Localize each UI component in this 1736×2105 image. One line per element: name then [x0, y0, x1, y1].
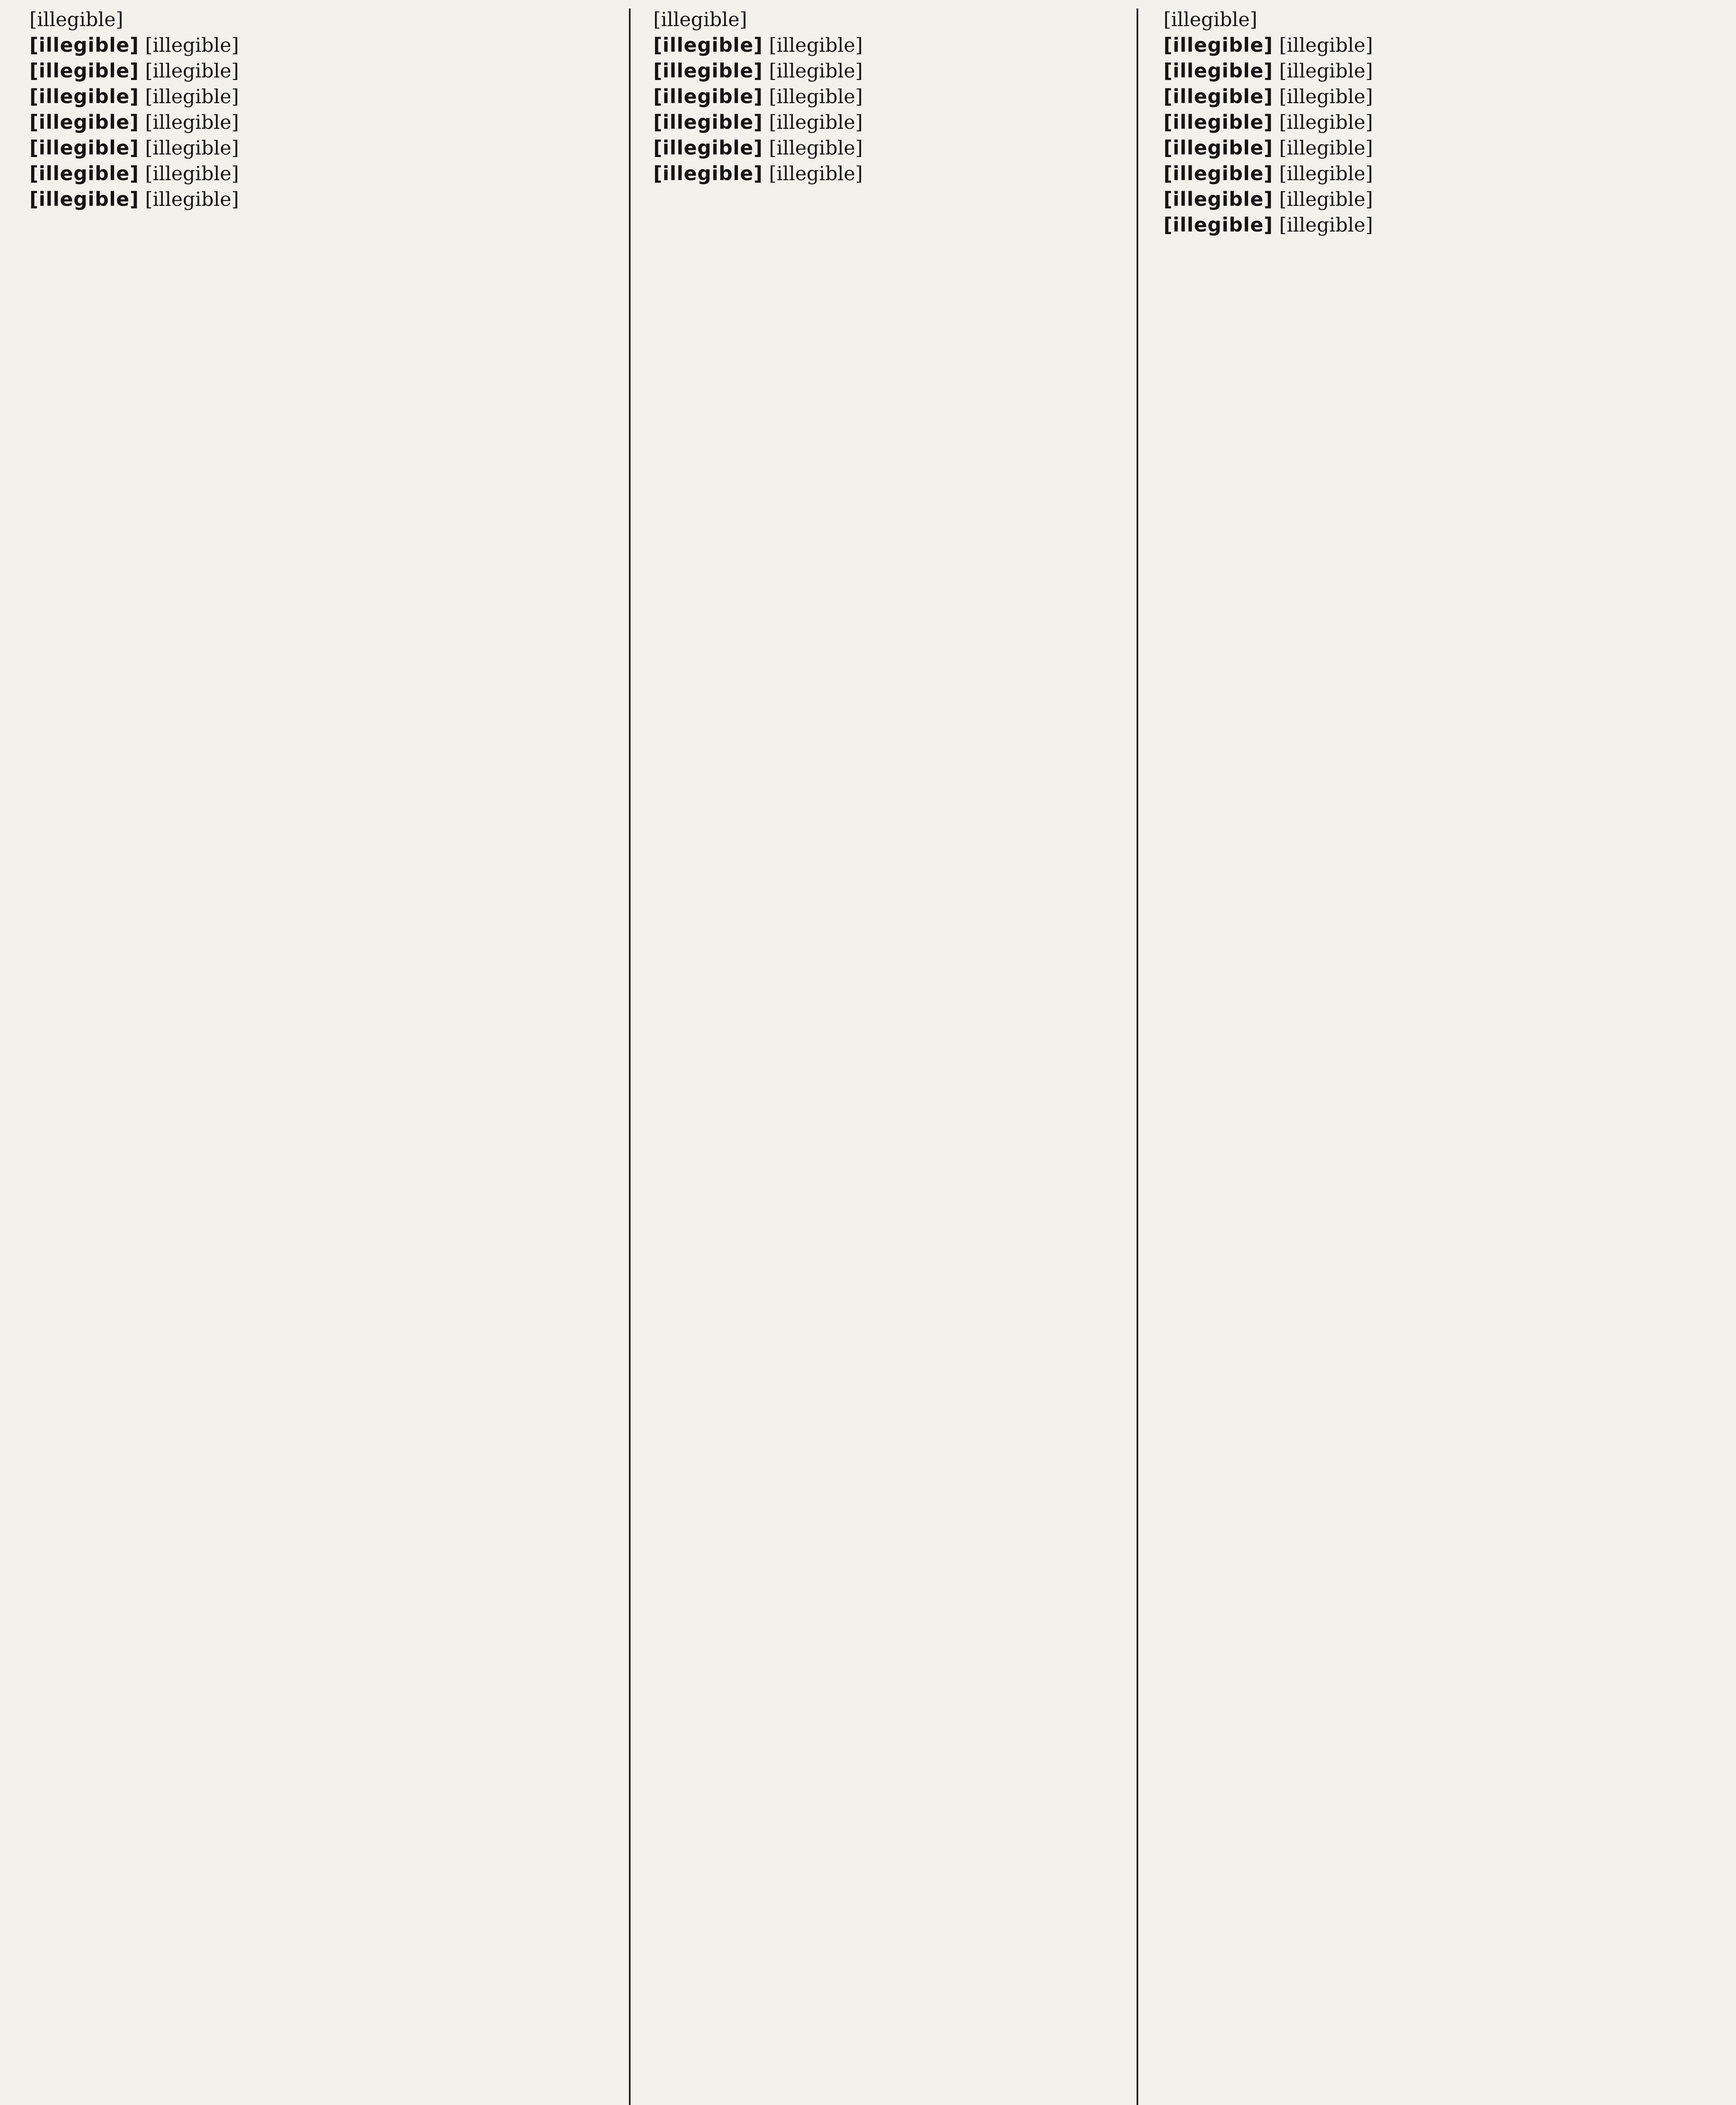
article-paragraph [1147, 59, 1728, 83]
article-heading: [illegible] [1164, 188, 1273, 210]
article-heading: [illegible] [29, 162, 139, 185]
article-paragraph [636, 110, 1129, 134]
article-heading: [illegible] [29, 85, 139, 108]
column-divider [1137, 8, 1138, 2105]
article-paragraph [13, 136, 623, 160]
article-text: [illegible] [769, 34, 863, 56]
article-heading: [illegible] [1164, 162, 1273, 185]
article-heading: [illegible] [1164, 34, 1273, 56]
article-text: [illegible] [1279, 188, 1373, 210]
article-paragraph [13, 59, 623, 83]
article-text: [illegible] [29, 8, 123, 31]
article-paragraph [13, 187, 623, 211]
column-3 [1147, 8, 1728, 2105]
article-paragraph [636, 162, 1129, 186]
article-text: [illegible] [769, 59, 863, 82]
article-heading: [illegible] [653, 111, 763, 133]
article-heading: [illegible] [653, 136, 763, 159]
article-heading: [illegible] [1164, 85, 1273, 108]
article-heading: [illegible] [653, 162, 763, 185]
article-paragraph [1147, 85, 1728, 109]
article-text: [illegible] [1279, 59, 1373, 82]
article-heading: [illegible] [29, 188, 139, 210]
article-paragraph [1147, 213, 1728, 237]
article-text: [illegible] [769, 85, 863, 108]
article-heading: [illegible] [653, 59, 763, 82]
article-text: [illegible] [1279, 34, 1373, 56]
article-text: [illegible] [145, 136, 239, 159]
article-heading: [illegible] [1164, 213, 1273, 236]
article-heading: [illegible] [29, 136, 139, 159]
column-divider [629, 8, 631, 2105]
article-heading: [illegible] [1164, 59, 1273, 82]
article-text: [illegible] [145, 111, 239, 133]
article-paragraph [1147, 8, 1728, 32]
article-heading: [illegible] [29, 111, 139, 133]
article-paragraph [13, 8, 623, 32]
article-paragraph [636, 59, 1129, 83]
article-text: [illegible] [769, 136, 863, 159]
article-text: [illegible] [145, 188, 239, 210]
article-paragraph [1147, 187, 1728, 211]
article-paragraph [13, 110, 623, 134]
article-paragraph [13, 162, 623, 186]
article-heading: [illegible] [29, 34, 139, 56]
article-text: [illegible] [145, 34, 239, 56]
article-paragraph [636, 136, 1129, 160]
article-heading: [illegible] [653, 85, 763, 108]
article-paragraph [636, 33, 1129, 57]
article-heading: [illegible] [1164, 111, 1273, 133]
article-text: [illegible] [1279, 213, 1373, 236]
article-heading: [illegible] [1164, 136, 1273, 159]
article-paragraph [636, 8, 1129, 32]
column-1 [13, 8, 623, 2105]
article-text: [illegible] [769, 162, 863, 185]
article-heading: [illegible] [29, 59, 139, 82]
article-text: [illegible] [1279, 136, 1373, 159]
article-paragraph [636, 85, 1129, 109]
article-text: [illegible] [1279, 85, 1373, 108]
column-2 [636, 8, 1129, 2105]
article-paragraph [1147, 110, 1728, 134]
article-text: [illegible] [1164, 8, 1257, 31]
article-text: [illegible] [653, 8, 747, 31]
article-paragraph [1147, 136, 1728, 160]
article-text: [illegible] [145, 85, 239, 108]
article-text: [illegible] [1279, 111, 1373, 133]
article-text: [illegible] [769, 111, 863, 133]
article-text: [illegible] [145, 59, 239, 82]
article-paragraph [1147, 33, 1728, 57]
article-text: [illegible] [145, 162, 239, 185]
article-heading: [illegible] [653, 34, 763, 56]
article-paragraph [13, 85, 623, 109]
article-text: [illegible] [1279, 162, 1373, 185]
article-paragraph [13, 33, 623, 57]
article-paragraph [1147, 162, 1728, 186]
